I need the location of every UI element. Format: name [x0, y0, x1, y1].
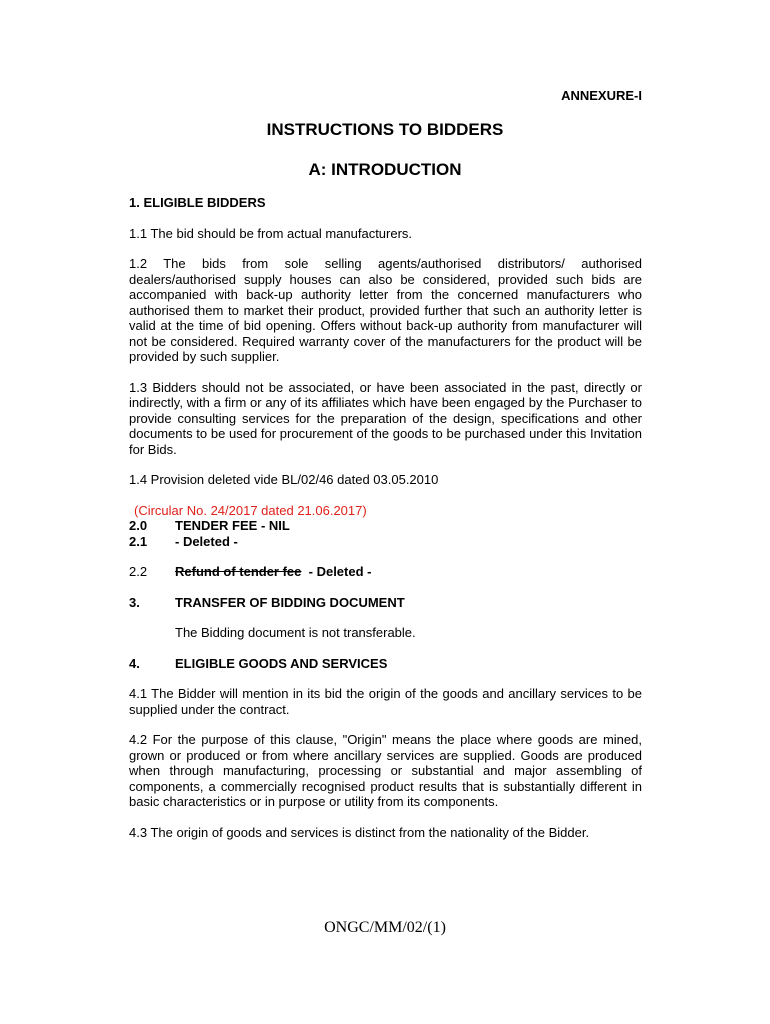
clause-number: 2.0 — [129, 518, 148, 533]
clause-2-1 — [129, 534, 642, 550]
clause-2-2 — [129, 564, 642, 580]
clause-1-1: 1.1 The bid should be from actual manufacturers. — [129, 225, 413, 241]
heading-transfer — [129, 595, 642, 611]
document-footer: ONGC/MM/02/(1) — [324, 919, 446, 936]
clause-1-2: 1.2 The bids from sole selling agents/authorised distributors/ authorised dealers/authorised supply houses can also be considered, provided such bids are accompanied with back-up authority letter from the concerned manufacturers who authorised them to market their product, provided further that such an authority letter is valid at the time of bid opening. Offers without back-up authority from manufacturer will not be considered. Required warranty cover of the manufacturers for the product will be provided by such supplier. — [129, 256, 642, 364]
clause-1-4: 1.4 Provision deleted vide BL/02/46 dated 03.05.2010 — [129, 472, 439, 487]
clause-heading: ELIGIBLE GOODS AND SERVICES — [175, 655, 388, 671]
clause-number: 2.1 — [129, 533, 148, 549]
clause-text — [175, 564, 371, 580]
clause-number: 4. — [129, 655, 140, 671]
transfer-text: The Bidding document is not transferable. — [175, 625, 416, 640]
clause-number: 2.2 — [129, 564, 148, 579]
document-body — [129, 195, 642, 855]
clause-4-3: 4.3 The origin of goods and services is distinct from the nationality of the Bidder. — [129, 824, 590, 840]
document-title: INSTRUCTIONS TO BIDDERS — [266, 120, 504, 139]
clause-4-1: 4.1 The Bidder will mention in its bid the origin of the goods and ancillary services to be supplied under the contract. — [129, 686, 642, 717]
section-title: A: INTRODUCTION — [308, 160, 462, 179]
clause-1-3: 1.3 Bidders should not be associated, or have been associated in the past, directly or indirectly, with a firm or any of its affiliates which have been engaged by the Purchaser to provide consulting services for the preparation of the design, specifications and other documents to be used for procurement of the goods to be purchased under this Invitation for Bids. — [129, 379, 642, 457]
heading-eligible-bidders: 1. ELIGIBLE BIDDERS — [129, 195, 266, 210]
clause-number: 3. — [129, 594, 140, 610]
clause-4-2: 4.2 For the purpose of this clause, "Origin" means the place where goods are mined, grown or produced or from where ancillary services are supplied. Goods are produced when through manufacturing, processing or substantial and major assembling of components, a commercially recognised product results that is substantially different in basic characteristics or in purpose or utility from its components. — [129, 732, 642, 809]
clause-heading: TENDER FEE - NIL — [175, 518, 290, 533]
clause-heading: TRANSFER OF BIDDING DOCUMENT — [175, 594, 405, 610]
clause-text: - Deleted - — [175, 533, 238, 549]
heading-eligible-goods — [129, 656, 642, 672]
clause-2-0 — [129, 518, 642, 534]
circular-reference: (Circular No. 24/2017 dated 21.06.2017) — [134, 502, 367, 518]
annexure-label: ANNEXURE-I — [561, 88, 642, 103]
struck-text: Refund of tender fee — [175, 564, 302, 579]
clause-status: - Deleted - — [301, 564, 372, 579]
